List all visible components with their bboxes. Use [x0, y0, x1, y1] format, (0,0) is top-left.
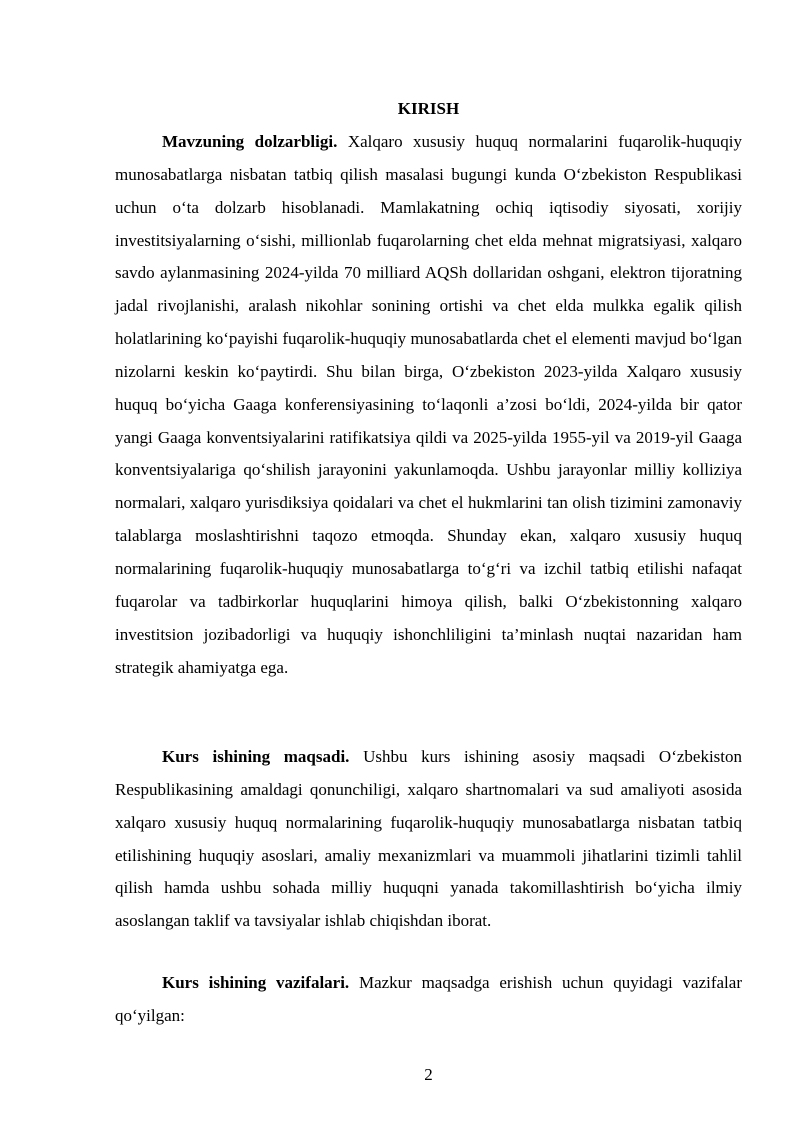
section-text-tasks: Mazkur maqsadga erishish uchun quyidagi vazifalar qo‘yilgan:: [115, 973, 742, 1025]
section-text-relevance: Xalqaro xususiy huquq normalarini fuqarolik-huquqiy munosabatlarga nisbatan tatbiq qilish masalasi bugungi kunda O‘zbekiston Respublikasi uchun o‘ta dolzarb hisoblanadi. Mamlakatning ochiq iqtisodiy siyosati, xorijiy investitsiyalarning o‘sishi, millionlab fuqarolarning chet elda mehnat migratsiyasi, xalqaro savdo aylanmasining 2024-yilda 70 milliard AQSh dollaridan oshgani, elektron tijoratning jadal rivojlanishi, aralash nikohlar sonining ortishi va chet elda mulkka egalik qilish holatlarining ko‘payishi fuqarolik-huquqiy munosabatlarda chet el elementi mavjud bo‘lgan nizolarni keskin ko‘paytirdi. Shu bilan birga, O‘zbekiston 2023-yilda Xalqaro xususiy huquq bo‘yicha Gaaga konferensiyasining to‘laqonli a’zosi bo‘ldi, 2024-yilda bir qator yangi Gaaga konventsiyalarini ratifikatsiya qildi va 2025-yilda 1955-yil va 2019-yil Gaaga konventsiyalariga qo‘shilish jarayonini yakunlamoqda. Ushbu jarayonlar milliy kolliziya normalari, xalqaro yurisdiksiya qoidalari va chet el hukmlarini tan olish tizimini zamonaviy talablarga moslashtirishni taqozo etmoqda. Shunday ekan, xalqaro xususiy huquq normalarining fuqarolik-huquqiy munosabatlarga to‘g‘ri va izchil tatbiq etilishi nafaqat fuqarolar va tadbirkorlar huquqlarini himoya qilish, balki O‘zbekistonning xalqaro investitsion jozibadorligi va huquqiy ishonchliligini ta’minlash nuqtai nazaridan ham strategik ahamiyatga ega.: [115, 132, 742, 677]
paragraph-goal: [115, 741, 742, 938]
paragraph-relevance: [115, 126, 742, 684]
section-heading-tasks: Kurs ishining vazifalari.: [162, 973, 350, 992]
section-text-goal: Ushbu kurs ishining asosiy maqsadi O‘zbekiston Respublikasining amaldagi qonunchiligi, xalqaro shartnomalari va sud amaliyoti asosida xalqaro xususiy huquq normalarining fuqarolik-huquqiy munosabatlarga nisbatan tatbiq etilishining huquqiy asoslari, amaliy mexanizmlari va muammoli jihatlarini tizimli tahlil qilish hamda ushbu sohada milliy huquqni yanada takomillashtirish bo‘yicha ilmiy asoslangan taklif va tavsiyalar ishlab chiqishdan iborat.: [115, 747, 743, 931]
page-title: KIRISH: [397, 99, 460, 118]
paragraph-tasks: [115, 967, 742, 1033]
section-heading-goal: Kurs ishining maqsadi.: [162, 747, 350, 766]
section-heading-relevance: Mavzuning dolzarbligi.: [162, 132, 338, 151]
page-number: 2: [424, 1065, 433, 1084]
